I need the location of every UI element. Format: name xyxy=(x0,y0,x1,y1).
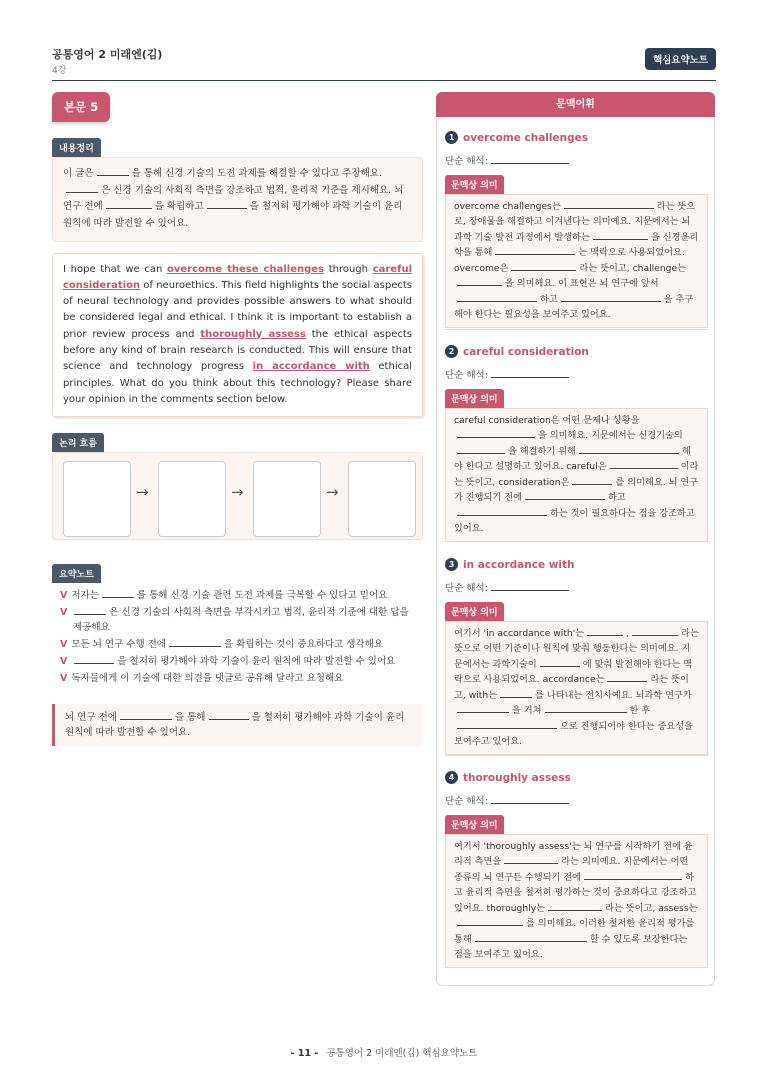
blank[interactable] xyxy=(491,155,569,164)
blank[interactable] xyxy=(561,293,661,302)
number-badge: 2 xyxy=(445,345,458,358)
blank[interactable] xyxy=(209,711,249,720)
flow-box[interactable] xyxy=(63,461,131,537)
notes-list xyxy=(52,583,423,696)
arrow-icon: → xyxy=(326,483,339,502)
flow-box[interactable] xyxy=(348,461,416,537)
note-item: V 은 신경 기술의 사회적 측면을 부각시키고 법적, 윤리적 기준에 대한 답을 제공해요 xyxy=(60,607,409,633)
page-number: - 11 - xyxy=(290,1048,319,1059)
blank[interactable] xyxy=(500,689,532,698)
header-divider xyxy=(52,80,716,81)
blank[interactable] xyxy=(475,933,587,942)
blank[interactable] xyxy=(579,445,679,454)
panel-title: 문맥어휘 xyxy=(436,92,715,117)
check-icon: V xyxy=(60,673,68,685)
left-column xyxy=(52,92,423,746)
blank[interactable] xyxy=(457,720,557,729)
highlight-phrase: overcome these challenges xyxy=(167,263,324,275)
vocab-word: thoroughly assess xyxy=(463,771,571,784)
vocab-item: 2 careful consideration 단순 해석: 문맥상 의미 careful consideration은 어떤 문제나 상황을을 의미해요. 지문에서는 신경기술의을 해결하기 위해 해야 한다고 설명하고 있어요. careful은 이라는 뜻이고, consideration은 를 의미해요. 뇌 연구가 진행되기 전에 하고하는 것이 필요하다는 점을 강조하고 있어요. xyxy=(445,341,708,542)
blank[interactable] xyxy=(495,246,575,255)
notes-tag: 요약노트 xyxy=(52,564,101,583)
blank[interactable] xyxy=(572,476,612,485)
context-box: careful consideration은 어떤 문제나 상황을을 의미해요. 지문에서는 신경기술의을 해결하기 위해 해야 한다고 설명하고 있어요. careful은 이라는 뜻이고, consideration은 를 의미해요. 뇌 연구가 진행되기 전에 하고하는 것이 필요하다는 점을 강조하고 있어요. xyxy=(445,408,708,542)
blank[interactable] xyxy=(457,293,537,302)
context-tag: 문맥상 의미 xyxy=(445,815,504,834)
blank[interactable] xyxy=(106,200,152,209)
context-box: 여기서 'in accordance with'는 , 라는 뜻으로 어떤 기준이나 원칙에 맞춰 행동한다는 의미예요. 지문에서는 과학기술이 에 맞춰 발전해야 한다는 맥락으로 사용되었어요. accordance는 라는 뜻이고, with는 를 나타내는 전치사예요. 뇌과학 연구가을 거쳐 한 후으로 진행되어야 한다는 중요성을 보여주고 있어요. xyxy=(445,621,708,755)
note-item: V 독자들에게 이 기술에 대한 의견을 댓글로 공유해 달라고 요청해요 xyxy=(60,673,344,685)
blank[interactable] xyxy=(607,673,647,682)
vocab-item: 4 thoroughly assess 단순 해석: 문맥상 의미 여기서 'thoroughly assess'는 뇌 연구를 시작하기 전에 윤리적 측면을 라는 의미예요. 지문에서는 어떤 종류의 뇌 연구든 수행되기 전에 하고 윤리적 측면을 철저히 평가하는 것이 중요하다고 강조하고 있어요. thoroughly는 라는 뜻이고, assess는를 의미해요. 이러한 철저한 윤리적 평가를 통해 할 수 있도록 보장한다는 점을 보여주고 있어요. xyxy=(445,767,708,968)
blank[interactable] xyxy=(120,711,172,720)
vocab-item: 3 in accordance with 단순 해석: 문맥상 의미 여기서 'in accordance with'는 , 라는 뜻으로 어떤 기준이나 원칙에 맞춰 행동한다는 의미예요. 지문에서는 과학기술이 에 맞춰 발전해야 한다는 맥락으로 사용되었어요. accordance는 라는 뜻이고, with는 를 나타내는 전치사예요. 뇌과학 연구가을 거쳐 한 후으로 진행되어야 한다는 중요성을 보여주고 있어요. xyxy=(445,554,708,755)
header-subtitle: 4강 xyxy=(52,66,67,76)
arrow-icon: → xyxy=(231,483,244,502)
blank[interactable] xyxy=(457,277,502,286)
flow-diagram xyxy=(52,452,423,540)
blank[interactable] xyxy=(457,917,523,926)
vocab-word: careful consideration xyxy=(463,345,589,358)
blank[interactable] xyxy=(504,855,558,864)
blank[interactable] xyxy=(587,627,623,636)
number-badge: 1 xyxy=(445,131,458,144)
context-box: 여기서 'thoroughly assess'는 뇌 연구를 시작하기 전에 윤리적 측면을 라는 의미예요. 지문에서는 어떤 종류의 뇌 연구든 수행되기 전에 하고 윤리적 측면을 철저히 평가하는 것이 중요하다고 강조하고 있어요. thoroughly는 라는 뜻이고, assess는를 의미해요. 이러한 철저한 윤리적 평가를 통해 할 수 있도록 보장한다는 점을 보여주고 있어요. xyxy=(445,834,708,968)
arrow-icon: → xyxy=(136,483,149,502)
blank[interactable] xyxy=(511,262,576,271)
note-item: V 저자는 를 통해 신경 기술 관련 도전 과제를 극복할 수 있다고 믿어요 xyxy=(60,590,388,602)
blank[interactable] xyxy=(491,582,569,591)
note-item: V 모든 뇌 연구 수행 전에 을 확립하는 것이 중요하다고 생각해요 xyxy=(60,638,383,650)
blank[interactable] xyxy=(457,429,535,438)
vocab-item: 1 overcome challenges 단순 해석: 문맥상 의미 overcome challenges는 라는 뜻으로, 장애물을 해결하고 이겨낸다는 의미예요. 지문에서는 뇌 과학 기술 발전 과정에서 발생하는 을 신경윤리학을 통해 는 맥락으로 사용되었어요. overcome은 라는 뜻이고, challenge는을 의미해요. 이 표현은 뇌 연구에 앞서하고 을 추구해야 한다는 필요성을 보여주고 있어요. xyxy=(445,127,708,328)
blank[interactable] xyxy=(207,200,247,209)
header-badge: 핵심요약노트 xyxy=(645,48,716,70)
blank[interactable] xyxy=(97,167,129,176)
passage-box: I hope that we can overcome these challenges through careful consideration of neuroethics. This field highlights the social aspects of neural technology and provides possible answers to what should be considered legal and ethical. I think it is important to establish a prior review process and thoroughly assess the ethical aspects before any kind of brain research is conducted. This will ensure that science and technology progress in accordance with ethical principles. What do you think about this technology? Please share your opinion in the comments section below. xyxy=(52,253,423,418)
blank[interactable] xyxy=(632,627,678,636)
summary-tag: 내용정리 xyxy=(52,138,101,157)
check-icon: V xyxy=(60,638,68,650)
blank[interactable] xyxy=(169,638,221,647)
blank[interactable] xyxy=(66,184,98,193)
blank[interactable] xyxy=(545,704,627,713)
section-label: 본문 5 xyxy=(52,92,110,122)
blank[interactable] xyxy=(525,491,605,500)
blank[interactable] xyxy=(610,460,678,469)
check-icon: V xyxy=(60,590,68,602)
blank[interactable] xyxy=(548,902,602,911)
vocab-word: overcome challenges xyxy=(463,131,588,144)
blank[interactable] xyxy=(593,231,648,240)
blank[interactable] xyxy=(74,655,114,664)
header-title: 공통영어 2 미래엔(김) xyxy=(52,48,163,61)
context-box: overcome challenges는 라는 뜻으로, 장애물을 해결하고 이겨낸다는 의미예요. 지문에서는 뇌 과학 기술 발전 과정에서 발생하는 을 신경윤리학을 통해 는 맥락으로 사용되었어요. overcome은 라는 뜻이고, challenge는을 의미해요. 이 표현은 뇌 연구에 앞서하고 을 추구해야 한다는 필요성을 보여주고 있어요. xyxy=(445,194,708,328)
divider xyxy=(445,329,708,330)
highlight-phrase: thoroughly assess xyxy=(200,328,306,340)
blank[interactable] xyxy=(457,704,509,713)
highlight-phrase: careful consideration xyxy=(63,263,412,291)
blank[interactable] xyxy=(102,589,134,598)
blank[interactable] xyxy=(457,507,547,516)
blank[interactable] xyxy=(491,369,569,378)
blank[interactable] xyxy=(540,658,580,667)
number-badge: 3 xyxy=(445,558,458,571)
flow-box[interactable] xyxy=(253,461,321,537)
footer xyxy=(0,1045,768,1059)
vocab-word: in accordance with xyxy=(463,558,575,571)
footer-text: 공통영어 2 미래엔(김) 핵심요약노트 xyxy=(326,1048,478,1059)
check-icon: V xyxy=(60,607,68,619)
flow-tag: 논리 흐름 xyxy=(52,433,104,452)
context-tag: 문맥상 의미 xyxy=(445,602,504,621)
blank[interactable] xyxy=(491,795,569,804)
context-tag: 문맥상 의미 xyxy=(445,175,504,194)
conclusion-box: 뇌 연구 전에 을 통해 을 철저히 평가해야 과학 기술이 윤리 원칙에 따라 발전할 수 있어요. xyxy=(52,704,423,746)
check-icon: V xyxy=(60,656,68,668)
context-tag: 문맥상 의미 xyxy=(445,389,504,408)
blank[interactable] xyxy=(74,606,106,615)
highlight-phrase: in accordance with xyxy=(252,361,370,373)
note-item: V 을 철저히 평가해야 과학 기술이 윤리 원칙에 따라 발전할 수 있어요 xyxy=(60,656,396,668)
blank[interactable] xyxy=(564,200,654,209)
divider xyxy=(445,541,708,542)
blank[interactable] xyxy=(457,445,505,454)
flow-box[interactable] xyxy=(158,461,226,537)
context-vocab-panel xyxy=(436,92,715,986)
number-badge: 4 xyxy=(445,771,458,784)
blank[interactable] xyxy=(584,871,682,880)
summary-box: 이 글은 을 통해 신경 기술의 도전 과제를 해결할 수 있다고 주장해요. 은 신경 기술의 사회적 측면을 강조하고 법적, 윤리적 기준을 제시해요. 뇌 연구 전에 을 확립하고 을 철저히 평가해야 과학 기술이 윤리 원칙에 따라 발전할 수 있어요. xyxy=(52,157,423,242)
divider xyxy=(445,755,708,756)
